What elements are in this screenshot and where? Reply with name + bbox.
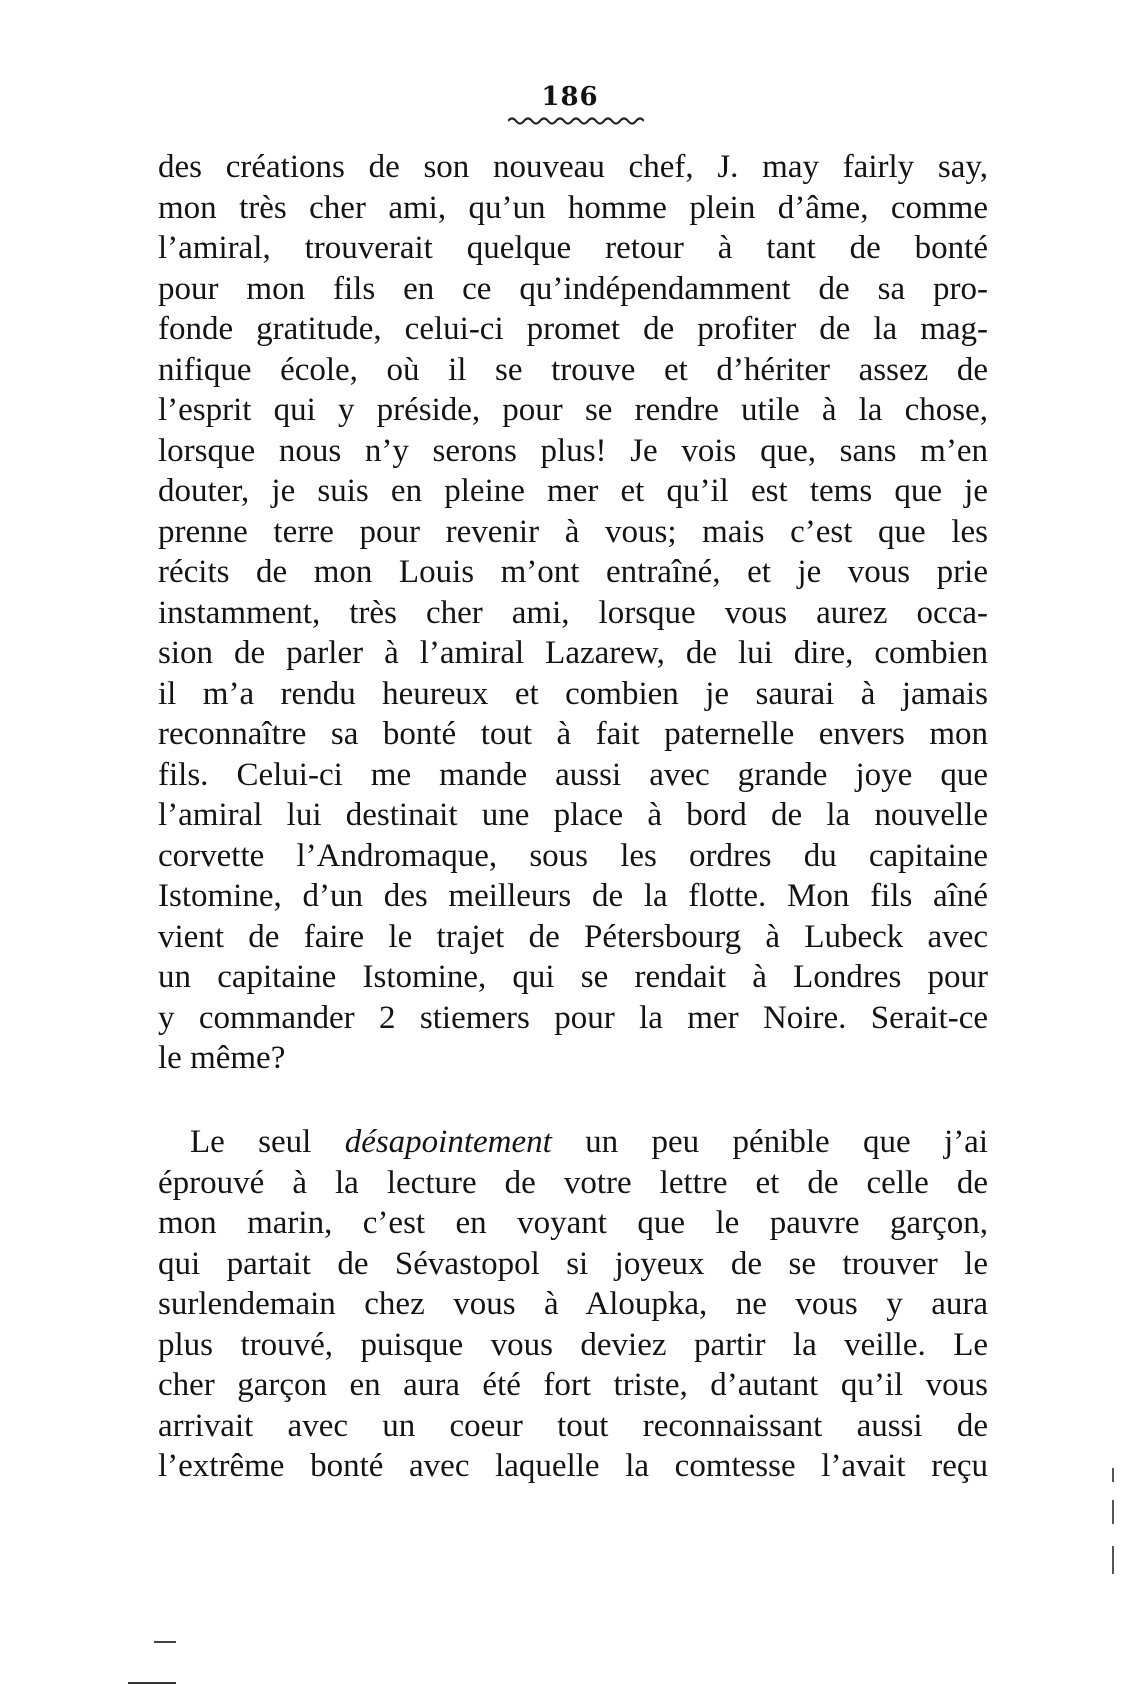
text-line: plus trouvé, puisque vous deviez partir la veille. Le	[158, 1326, 988, 1363]
text-line: instamment, très cher ami, lorsque vous aurez occa-	[158, 594, 988, 631]
text-line: Istomine, d’un des meilleurs de la flotte. Mon fils aîné	[158, 878, 988, 914]
text-line: nifique école, où il se trouve et d’hériter assez de	[158, 351, 988, 388]
text-line: sion de parler à l’amiral Lazarew, de lui dire, combien	[158, 635, 988, 671]
wavy-rule-ornament	[508, 116, 644, 126]
text-line: l’extrême bonté avec laquelle la comtesse l’avait reçu	[158, 1448, 988, 1484]
text-line: il m’a rendu heureux et combien je saurai à jamais	[158, 675, 988, 712]
text-line: mon très cher ami, qu’un homme plein d’âme, comme	[158, 189, 988, 226]
text-line: éprouvé à la lecture de votre lettre et de celle de	[158, 1164, 988, 1201]
margin-mark	[154, 1641, 176, 1643]
text-line: l’esprit qui y préside, pour se rendre utile à la chose,	[158, 392, 988, 428]
text-line: fils. Celui-ci me mande aussi avec grande joye que	[158, 756, 988, 793]
text-line: récits de mon Louis m’ont entraîné, et je vous prie	[158, 554, 988, 590]
text-line: cher garçon en aura été fort triste, d’autant qu’il vous	[158, 1367, 988, 1403]
margin-mark	[128, 1682, 176, 1684]
italic-word: désapointement	[344, 1124, 552, 1160]
text-line: le même?	[158, 1040, 286, 1076]
text-line: douter, je suis en pleine mer et qu’il est tems que je	[158, 473, 988, 509]
text-line: vient de faire le trajet de Pétersbourg à Lubeck avec	[158, 918, 988, 955]
text-line: pour mon fils en ce qu’indépendamment de sa pro-	[158, 270, 988, 307]
first-line-start: Le seul	[190, 1124, 312, 1160]
text-line: reconnaître sa bonté tout à fait paternelle envers mon	[158, 716, 988, 752]
text-line: arrivait avec un coeur tout reconnaissant aussi de	[158, 1407, 988, 1444]
paragraph-2	[158, 1122, 988, 1487]
text-line: qui partait de Sévastopol si joyeux de se trouver le	[158, 1245, 988, 1282]
text-line: mon marin, c’est en voyant que le pauvre garçon,	[158, 1205, 988, 1241]
scan-edge-mark	[1112, 1546, 1114, 1574]
text-line: surlendemain chez vous à Aloupka, ne vous y aura	[158, 1286, 988, 1322]
text-line: l’amiral lui destinait une place à bord de la nouvelle	[158, 797, 988, 833]
text-line: un capitaine Istomine, qui se rendait à Londres pour	[158, 959, 988, 995]
text-line-first	[158, 1122, 988, 1163]
text-line: prenne terre pour revenir à vous; mais c’est que les	[158, 513, 988, 550]
scan-edge-mark	[1112, 1468, 1114, 1482]
paragraph-1	[158, 147, 988, 1079]
text-line: des créations de son nouveau chef, J. may fairly say,	[158, 149, 988, 185]
scan-edge-mark	[1112, 1500, 1114, 1524]
page-number: 186	[541, 82, 599, 112]
text-line: l’amiral, trouverait quelque retour à tant de bonté	[158, 230, 988, 266]
text-line: y commander 2 stiemers pour la mer Noire. Serait-ce	[158, 999, 988, 1036]
first-line-end: un peu pénible que j’ai	[585, 1124, 988, 1160]
text-line: fonde gratitude, celui-ci promet de profiter de la mag-	[158, 311, 988, 347]
text-line: corvette l’Andromaque, sous les ordres du capitaine	[158, 837, 988, 874]
text-line: lorsque nous n’y serons plus! Je vois que, sans m’en	[158, 432, 988, 469]
